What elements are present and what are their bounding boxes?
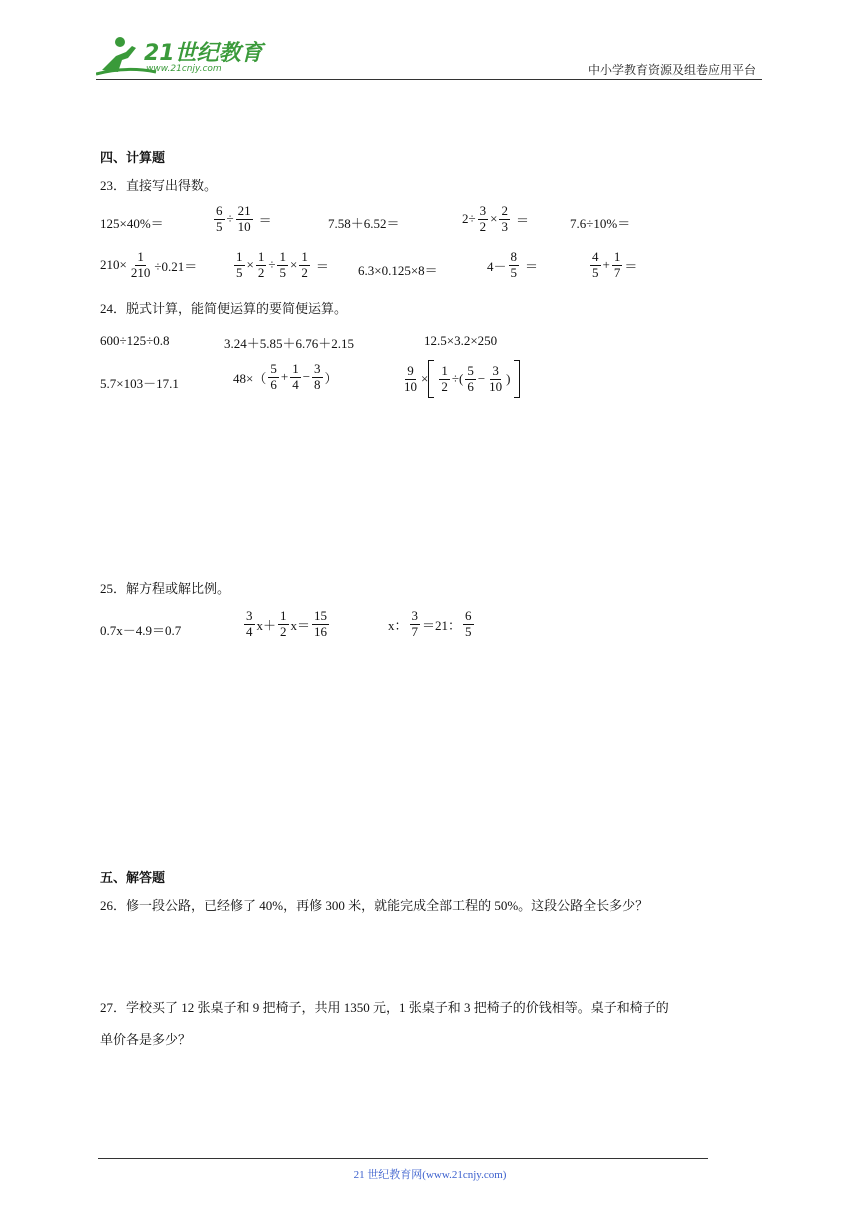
fraction: $\frac{6}{5}$ [216, 203, 223, 234]
fraction: $\frac{1}{2}$ [301, 249, 308, 280]
fraction: $\frac{3}{8}$ [314, 361, 321, 392]
footer-divider [98, 1158, 708, 1159]
q23-r1-b: $\frac{6}{5}$ ÷ $\frac{21}{10}$ ＝ [216, 203, 272, 234]
q23-prompt: 23．直接写出得数。 [100, 178, 218, 193]
q24-r2-a: 5.7×103－17.1 [100, 376, 179, 391]
fraction: $\frac{1}{2}$ [441, 362, 448, 394]
q25-b: $\frac{3}{4}$ x＋ $\frac{1}{2}$ x＝ $\frac{15}{16}$ [246, 608, 328, 639]
q27-line2: 单价各是多少？ [100, 1032, 192, 1047]
q26-text: 26．修一段公路，已经修了 40%，再修 300 米，就能完成全部工程的 50%。这段公路全长多少？ [100, 898, 649, 913]
fraction: $\frac{3}{7}$ [411, 608, 419, 639]
q23-r1-e: 7.6÷10%＝ [570, 216, 631, 231]
q25-prompt: 25．解方程或解比例。 [100, 581, 231, 596]
fraction: $\frac{5}{6}$ [270, 361, 277, 392]
q23-r2-a: 210× $\frac{1}{210}$ ÷0.21＝ [100, 249, 198, 280]
left-bracket [428, 360, 434, 398]
fraction: $\frac{15}{16}$ [314, 608, 328, 639]
fraction: $\frac{1}{210}$ [130, 249, 151, 280]
fraction: $\frac{3}{2}$ [479, 203, 487, 234]
q27-line1: 27．学校买了 12 张桌子和 9 把椅子，共用 1350 元，1 张桌子和 3 把椅子的价钱相等。桌子和椅子的 [100, 1000, 669, 1015]
section5-title: 五、解答题 [100, 870, 166, 885]
fraction: $\frac{1}{4}$ [292, 361, 299, 392]
fraction: $\frac{1}{2}$ [257, 249, 265, 280]
q25-a: 0.7x－4.9＝0.7 [100, 623, 182, 638]
fraction: $\frac{1}{7}$ [613, 249, 621, 280]
fraction: $\frac{1}{5}$ [236, 249, 243, 280]
q23-r2-c: 6.3×0.125×8＝ [358, 263, 438, 278]
q24-prompt: 24．脱式计算，能简便运算的要简便运算。 [100, 301, 348, 316]
fraction: $\frac{3}{10}$ [489, 362, 503, 394]
logo-url: www.21cnjy.com [146, 64, 222, 74]
fraction: $\frac{2}{3}$ [501, 203, 508, 234]
q23-r1-a: 125×40%＝ [100, 216, 164, 231]
header-platform-text: 中小学教育资源及组卷应用平台 [587, 63, 756, 77]
fraction: $\frac{6}{5}$ [465, 608, 472, 639]
fraction: $\frac{4}{5}$ [592, 249, 599, 280]
q24-r1-a: 600÷125÷0.8 [100, 333, 170, 348]
footer-text: 21 世纪教育网(www.21cnjy.com) [353, 1169, 507, 1181]
fraction: $\frac{1}{5}$ [279, 249, 286, 280]
fraction: $\frac{9}{10}$ [404, 362, 417, 394]
logo-text: 21世纪教育 [144, 41, 263, 66]
fraction: $\frac{1}{2}$ [280, 608, 287, 639]
q23-r1-d: 2÷ $\frac{3}{2}$ × $\frac{2}{3}$ ＝ [462, 203, 529, 234]
fraction: $\frac{8}{5}$ [510, 249, 518, 280]
q25-c: x： $\frac{3}{7}$ ＝21： $\frac{6}{5}$ [388, 608, 472, 639]
q23-r2-e: $\frac{4}{5}$ + $\frac{1}{7}$ ＝ [592, 249, 638, 280]
header-divider [96, 79, 762, 80]
q24-r2-c: $\frac{9}{10}$ × $\frac{1}{2}$ ÷( $\frac{5}{6}$ − $\frac{3}{10}$ ) [400, 360, 520, 398]
right-bracket [514, 360, 520, 398]
q24-r2-b: 48×（ $\frac{5}{6}$ + $\frac{1}{4}$ − $\frac{3}{8}$ ） [233, 361, 338, 392]
q23-r2-b: $\frac{1}{5}$ × $\frac{1}{2}$ ÷ $\frac{1}{5}$ × $\frac{1}{2}$ ＝ [236, 249, 329, 280]
fraction: $\frac{3}{4}$ [246, 608, 253, 639]
fraction: $\frac{21}{10}$ [237, 203, 251, 234]
q23-r2-d: 4－ $\frac{8}{5}$ ＝ [487, 249, 539, 280]
site-logo [96, 34, 263, 78]
q24-r1-b: 3.24＋5.85＋6.76＋2.15 [224, 336, 355, 351]
section4-title: 四、计算题 [100, 150, 166, 165]
q23-r1-c: 7.58＋6.52＝ [328, 216, 400, 231]
q24-r1-c: 12.5×3.2×250 [424, 333, 498, 348]
fraction: $\frac{5}{6}$ [467, 362, 474, 394]
